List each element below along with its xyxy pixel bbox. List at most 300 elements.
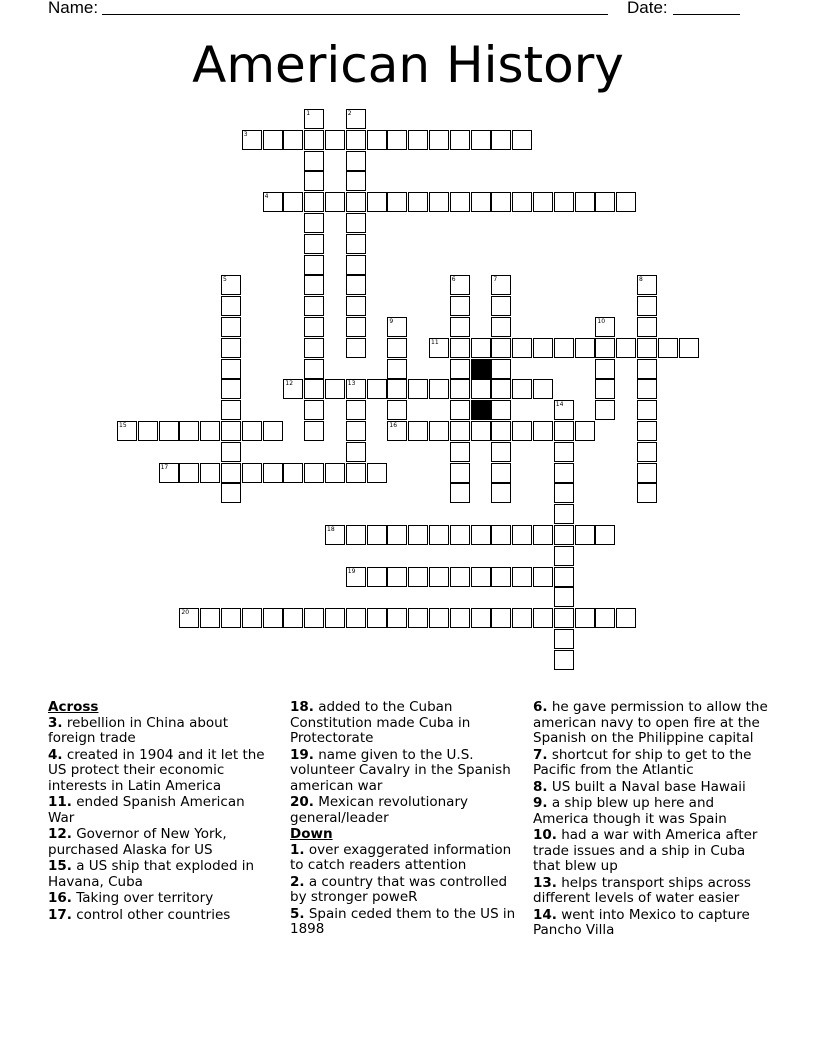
grid-cell[interactable] xyxy=(346,463,366,483)
name-label: Name: xyxy=(48,0,99,17)
grid-cell[interactable] xyxy=(221,338,241,358)
grid-cell[interactable] xyxy=(637,421,657,441)
grid-cell[interactable] xyxy=(242,608,262,628)
grid-cell[interactable] xyxy=(304,234,324,254)
grid-cell[interactable] xyxy=(554,629,574,649)
grid-cell[interactable] xyxy=(491,442,511,462)
grid-cell[interactable] xyxy=(471,192,491,212)
grid-cell[interactable] xyxy=(491,567,511,587)
clue-text: rebellion in China about foreign trade xyxy=(48,714,229,746)
grid-cell[interactable] xyxy=(304,109,324,129)
grid-cell[interactable] xyxy=(283,608,303,628)
grid-cell[interactable] xyxy=(450,567,470,587)
clue-number: 10. xyxy=(533,827,557,843)
grid-cell[interactable] xyxy=(491,463,511,483)
grid-cell[interactable] xyxy=(304,338,324,358)
grid-cell[interactable] xyxy=(512,567,532,587)
grid-cell[interactable] xyxy=(429,567,449,587)
grid-cell[interactable] xyxy=(450,130,470,150)
grid-cell[interactable] xyxy=(450,192,470,212)
clue-number: 12. xyxy=(48,826,72,842)
clue-number: 2. xyxy=(290,873,305,890)
grid-cell[interactable] xyxy=(575,338,595,358)
across-clue xyxy=(48,748,273,795)
grid-cell[interactable] xyxy=(429,379,449,399)
grid-cell[interactable] xyxy=(408,525,428,545)
grid-cell[interactable] xyxy=(637,275,657,295)
cell-number: 7 xyxy=(493,276,498,284)
grid-cell[interactable] xyxy=(138,421,158,441)
grid-cell[interactable] xyxy=(387,525,407,545)
grid-cell[interactable] xyxy=(387,317,407,337)
grid-cell[interactable] xyxy=(637,463,657,483)
grid-cell[interactable] xyxy=(491,379,511,399)
grid-cell[interactable] xyxy=(491,338,511,358)
grid-cell[interactable] xyxy=(346,109,366,129)
grid-cell[interactable] xyxy=(554,650,574,670)
down-clue xyxy=(290,907,520,938)
clue-number: 1. xyxy=(290,841,305,858)
grid-cell[interactable] xyxy=(387,359,407,379)
across-clue xyxy=(48,827,273,858)
cell-number: 10 xyxy=(597,318,606,325)
grid-cell[interactable] xyxy=(263,130,283,150)
grid-cell[interactable] xyxy=(595,192,615,212)
grid-cell[interactable] xyxy=(346,151,366,171)
grid-cell[interactable] xyxy=(471,567,491,587)
grid-cell[interactable] xyxy=(325,608,345,628)
grid-cell[interactable] xyxy=(387,130,407,150)
grid-cell[interactable] xyxy=(346,255,366,275)
clue-text: name given to the U.S. volunteer Cavalry in the Spanish american war xyxy=(290,746,511,794)
grid-cell[interactable] xyxy=(575,192,595,212)
grid-cell[interactable] xyxy=(491,483,511,503)
grid-cell[interactable] xyxy=(575,525,595,545)
grid-cell[interactable] xyxy=(429,421,449,441)
grid-cell[interactable] xyxy=(554,192,574,212)
clue-number: 4. xyxy=(48,746,63,763)
grid-cell[interactable] xyxy=(408,421,428,441)
grid-cell[interactable] xyxy=(554,546,574,566)
grid-cell[interactable] xyxy=(408,130,428,150)
clue-text: control other countries xyxy=(71,906,231,923)
grid-cell[interactable] xyxy=(512,338,532,358)
clues-column-2 xyxy=(290,700,520,939)
down-clue xyxy=(533,796,768,827)
grid-cell[interactable] xyxy=(575,421,595,441)
grid-cell[interactable] xyxy=(408,608,428,628)
grid-cell[interactable] xyxy=(471,379,491,399)
grid-cell[interactable] xyxy=(221,442,241,462)
grid-cell[interactable] xyxy=(221,275,241,295)
grid-cell[interactable] xyxy=(491,525,511,545)
cell-number: 17 xyxy=(160,463,169,471)
grid-cell[interactable] xyxy=(263,421,283,441)
grid-cell[interactable] xyxy=(429,608,449,628)
grid-cell[interactable] xyxy=(387,338,407,358)
grid-cell[interactable] xyxy=(533,421,553,441)
grid-cell[interactable] xyxy=(221,296,241,316)
grid-cell[interactable] xyxy=(263,608,283,628)
cell-number: 11 xyxy=(431,338,439,346)
grid-cell[interactable] xyxy=(325,192,345,212)
grid-cell[interactable] xyxy=(512,379,532,399)
clue-number: 11. xyxy=(48,794,72,810)
across-clue xyxy=(48,891,273,907)
grid-cell[interactable] xyxy=(367,192,387,212)
cell-number: 1 xyxy=(306,110,311,117)
across-heading: Across xyxy=(48,699,99,715)
grid-cell[interactable] xyxy=(595,338,615,358)
black-cell xyxy=(471,359,491,379)
grid-cell[interactable] xyxy=(346,338,366,358)
grid-cell[interactable] xyxy=(346,275,366,295)
clue-text: a country that was controlled by stronger poweR xyxy=(290,873,508,905)
grid-cell[interactable] xyxy=(304,359,324,379)
grid-cell[interactable] xyxy=(512,130,532,150)
grid-cell[interactable] xyxy=(491,359,511,379)
grid-cell[interactable] xyxy=(491,192,511,212)
down-clue xyxy=(533,908,768,939)
grid-cell[interactable] xyxy=(554,338,574,358)
grid-cell[interactable] xyxy=(387,567,407,587)
across-clue xyxy=(48,716,273,747)
down-heading: Down xyxy=(290,826,333,842)
grid-cell[interactable] xyxy=(304,192,324,212)
clue-number: 17. xyxy=(48,906,72,923)
grid-cell[interactable] xyxy=(221,483,241,503)
grid-cell[interactable] xyxy=(304,213,324,233)
grid-cell[interactable] xyxy=(637,400,657,420)
grid-cell[interactable] xyxy=(637,483,657,503)
grid-cell[interactable] xyxy=(346,567,366,587)
clue-number: 5. xyxy=(290,905,305,922)
grid-cell[interactable] xyxy=(491,130,511,150)
grid-cell[interactable] xyxy=(450,296,470,316)
grid-cell[interactable] xyxy=(595,525,615,545)
cell-number: 16 xyxy=(389,422,398,429)
grid-cell[interactable] xyxy=(304,151,324,171)
grid-cell[interactable] xyxy=(179,608,199,628)
grid-cell[interactable] xyxy=(408,192,428,212)
clue-text: over exaggerated information to catch readers attention xyxy=(290,841,512,873)
grid-cell[interactable] xyxy=(325,379,345,399)
grid-cell[interactable] xyxy=(346,442,366,462)
grid-cell[interactable] xyxy=(346,171,366,191)
across-clue xyxy=(48,859,273,890)
clue-text: shortcut for ship to get to the Pacific from the Atlantic xyxy=(533,746,752,778)
grid-cell[interactable] xyxy=(221,421,241,441)
grid-cell[interactable] xyxy=(554,608,574,628)
grid-cell[interactable] xyxy=(450,463,470,483)
clue-number: 9. xyxy=(533,795,548,811)
grid-cell[interactable] xyxy=(575,608,595,628)
grid-cell[interactable] xyxy=(450,525,470,545)
clue-number: 6. xyxy=(533,699,548,715)
grid-cell[interactable] xyxy=(637,338,657,358)
grid-cell[interactable] xyxy=(200,608,220,628)
grid-cell[interactable] xyxy=(595,317,615,337)
grid-cell[interactable] xyxy=(346,421,366,441)
grid-cell[interactable] xyxy=(304,379,324,399)
grid-cell[interactable] xyxy=(679,338,699,358)
grid-cell[interactable] xyxy=(283,130,303,150)
grid-cell[interactable] xyxy=(346,234,366,254)
grid-cell[interactable] xyxy=(346,213,366,233)
across-clue xyxy=(290,748,520,795)
down-clue xyxy=(290,875,520,906)
clue-number: 15. xyxy=(48,858,72,874)
cell-number: 14 xyxy=(555,401,564,409)
clue-text: created in 1904 and it let the US protect their economic interests in Latin America xyxy=(48,746,265,794)
clue-text: Governor of New York, purchased Alaska for US xyxy=(48,826,227,858)
grid-cell[interactable] xyxy=(221,608,241,628)
grid-cell[interactable] xyxy=(491,421,511,441)
clue-number: 3. xyxy=(48,714,63,731)
grid-cell[interactable] xyxy=(554,463,574,483)
clue-text: he gave permission to allow the american navy to open fire at the Spanish on the Philippine capital xyxy=(533,699,768,746)
clue-text: Mexican revolutionary general/leader xyxy=(290,794,468,826)
grid-cell[interactable] xyxy=(554,587,574,607)
grid-cell[interactable] xyxy=(242,463,262,483)
grid-cell[interactable] xyxy=(263,463,283,483)
down-clue xyxy=(533,828,768,875)
grid-cell[interactable] xyxy=(367,525,387,545)
cell-number: 15 xyxy=(119,422,127,429)
clue-number: 19. xyxy=(290,746,314,763)
grid-cell[interactable] xyxy=(346,400,366,420)
grid-cell[interactable] xyxy=(325,463,345,483)
grid-cell[interactable] xyxy=(554,525,574,545)
grid-cell[interactable] xyxy=(221,317,241,337)
grid-cell[interactable] xyxy=(450,608,470,628)
grid-cell[interactable] xyxy=(283,379,303,399)
grid-cell[interactable] xyxy=(533,338,553,358)
grid-cell[interactable] xyxy=(367,567,387,587)
clue-number: 13. xyxy=(533,874,557,891)
grid-cell[interactable] xyxy=(367,463,387,483)
grid-cell[interactable] xyxy=(325,525,345,545)
grid-cell[interactable] xyxy=(491,608,511,628)
grid-cell[interactable] xyxy=(616,608,636,628)
clue-number: 18. xyxy=(290,699,314,715)
grid-cell[interactable] xyxy=(387,608,407,628)
grid-cell[interactable] xyxy=(637,442,657,462)
grid-cell[interactable] xyxy=(554,504,574,524)
grid-cell[interactable] xyxy=(491,400,511,420)
down-clue xyxy=(533,748,768,779)
grid-cell[interactable] xyxy=(512,525,532,545)
grid-cell[interactable] xyxy=(387,379,407,399)
grid-cell[interactable] xyxy=(346,192,366,212)
grid-cell[interactable] xyxy=(450,317,470,337)
clue-number: 7. xyxy=(533,746,548,763)
clues-column-1 xyxy=(48,700,273,924)
grid-cell[interactable] xyxy=(450,483,470,503)
grid-cell[interactable] xyxy=(304,608,324,628)
grid-cell[interactable] xyxy=(450,359,470,379)
grid-cell[interactable] xyxy=(595,379,615,399)
grid-cell[interactable] xyxy=(637,317,657,337)
grid-cell[interactable] xyxy=(471,338,491,358)
clue-number: 14. xyxy=(533,906,557,923)
grid-cell[interactable] xyxy=(200,463,220,483)
grid-cell[interactable] xyxy=(616,338,636,358)
cell-number: 8 xyxy=(639,276,643,284)
cell-number: 5 xyxy=(223,276,227,284)
grid-cell[interactable] xyxy=(595,400,615,420)
grid-cell[interactable] xyxy=(346,317,366,337)
grid-cell[interactable] xyxy=(304,130,324,150)
grid-cell[interactable] xyxy=(325,130,345,150)
grid-cell[interactable] xyxy=(346,296,366,316)
grid-cell[interactable] xyxy=(387,421,407,441)
grid-cell[interactable] xyxy=(429,192,449,212)
grid-cell[interactable] xyxy=(242,421,262,441)
cell-number: 18 xyxy=(327,526,335,533)
down-clue xyxy=(290,843,520,874)
grid-cell[interactable] xyxy=(450,400,470,420)
cell-number: 4 xyxy=(264,193,269,201)
grid-cell[interactable] xyxy=(387,400,407,420)
grid-cell[interactable] xyxy=(221,379,241,399)
grid-cell[interactable] xyxy=(471,525,491,545)
grid-cell[interactable] xyxy=(179,421,199,441)
clue-text: Spain ceded them to the US in 1898 xyxy=(290,905,516,937)
grid-cell[interactable] xyxy=(159,421,179,441)
grid-cell[interactable] xyxy=(200,421,220,441)
clue-number: 16. xyxy=(48,890,72,906)
clue-text: added to the Cuban Constitution made Cuba in Protectorate xyxy=(290,699,471,746)
grid-cell[interactable] xyxy=(491,317,511,337)
black-cell xyxy=(471,400,491,420)
clues-column-3 xyxy=(533,700,768,940)
grid-cell[interactable] xyxy=(554,483,574,503)
grid-cell[interactable] xyxy=(367,130,387,150)
grid-cell[interactable] xyxy=(491,296,511,316)
clue-number: 20. xyxy=(290,794,314,810)
grid-cell[interactable] xyxy=(221,359,241,379)
clue-text: helps transport ships across different levels of water easier xyxy=(533,874,751,906)
grid-cell[interactable] xyxy=(304,400,324,420)
cell-number: 20 xyxy=(181,609,190,617)
grid-cell[interactable] xyxy=(367,608,387,628)
down-clue xyxy=(533,700,768,747)
grid-cell[interactable] xyxy=(221,463,241,483)
cell-number: 13 xyxy=(347,380,356,388)
clue-text: went into Mexico to capture Pancho Villa xyxy=(533,906,750,938)
grid-cell[interactable] xyxy=(304,296,324,316)
grid-cell[interactable] xyxy=(658,338,678,358)
grid-cell[interactable] xyxy=(512,421,532,441)
clue-text: a ship blew up here and America though it was Spain xyxy=(533,795,727,827)
grid-cell[interactable] xyxy=(471,421,491,441)
grid-cell[interactable] xyxy=(346,379,366,399)
grid-cell[interactable] xyxy=(429,130,449,150)
clue-number: 8. xyxy=(533,778,548,795)
clue-text: US built a Naval base Hawaii xyxy=(547,778,746,795)
cell-number: 9 xyxy=(389,318,394,325)
clue-text: a US ship that exploded in Havana, Cuba xyxy=(48,858,255,890)
grid-cell[interactable] xyxy=(179,463,199,483)
grid-cell[interactable] xyxy=(450,379,470,399)
grid-cell[interactable] xyxy=(387,192,407,212)
clue-text: Taking over territory xyxy=(71,890,214,906)
grid-cell[interactable] xyxy=(304,463,324,483)
grid-cell[interactable] xyxy=(533,525,553,545)
grid-cell[interactable] xyxy=(533,608,553,628)
grid-cell[interactable] xyxy=(346,608,366,628)
grid-cell[interactable] xyxy=(304,255,324,275)
grid-cell[interactable] xyxy=(408,379,428,399)
down-clue xyxy=(533,876,768,907)
grid-cell[interactable] xyxy=(533,379,553,399)
grid-cell[interactable] xyxy=(554,442,574,462)
grid-cell[interactable] xyxy=(637,379,657,399)
grid-cell[interactable] xyxy=(554,567,574,587)
grid-cell[interactable] xyxy=(637,359,657,379)
cell-number: 3 xyxy=(243,130,248,138)
grid-cell[interactable] xyxy=(512,192,532,212)
grid-cell[interactable] xyxy=(408,567,428,587)
cell-number: 6 xyxy=(451,276,456,284)
grid-cell[interactable] xyxy=(471,608,491,628)
grid-cell[interactable] xyxy=(637,296,657,316)
page-title: American History xyxy=(192,36,624,94)
grid-cell[interactable] xyxy=(533,192,553,212)
grid-cell[interactable] xyxy=(595,608,615,628)
cell-number: 19 xyxy=(347,567,356,575)
grid-cell[interactable] xyxy=(450,442,470,462)
grid-cell[interactable] xyxy=(346,130,366,150)
grid-cell[interactable] xyxy=(429,338,449,358)
grid-cell[interactable] xyxy=(304,421,324,441)
clue-text: ended Spanish American War xyxy=(48,794,245,826)
across-clue xyxy=(290,700,520,747)
grid-cell[interactable] xyxy=(367,379,387,399)
down-clue xyxy=(533,780,768,796)
grid-cell[interactable] xyxy=(283,463,303,483)
grid-cell[interactable] xyxy=(533,567,553,587)
grid-cell[interactable] xyxy=(450,338,470,358)
grid-cell[interactable] xyxy=(471,130,491,150)
across-clue xyxy=(290,795,520,826)
grid-cell[interactable] xyxy=(159,463,179,483)
grid-cell[interactable] xyxy=(263,192,283,212)
grid-cell[interactable] xyxy=(221,400,241,420)
grid-cell[interactable] xyxy=(304,275,324,295)
grid-cell[interactable] xyxy=(554,421,574,441)
grid-cell[interactable] xyxy=(429,525,449,545)
grid-cell[interactable] xyxy=(512,608,532,628)
grid-cell[interactable] xyxy=(491,275,511,295)
grid-cell[interactable] xyxy=(346,525,366,545)
grid-cell[interactable] xyxy=(117,421,137,441)
across-clue xyxy=(48,908,273,924)
cell-number: 2 xyxy=(347,110,352,117)
grid-cell[interactable] xyxy=(304,317,324,337)
grid-cell[interactable] xyxy=(242,130,262,150)
across-clue xyxy=(48,795,273,826)
grid-cell[interactable] xyxy=(616,192,636,212)
grid-cell[interactable] xyxy=(554,400,574,420)
cell-number: 12 xyxy=(285,380,294,388)
grid-cell[interactable] xyxy=(283,192,303,212)
grid-cell[interactable] xyxy=(450,275,470,295)
grid-cell[interactable] xyxy=(450,421,470,441)
grid-cell[interactable] xyxy=(304,171,324,191)
grid-cell[interactable] xyxy=(595,359,615,379)
